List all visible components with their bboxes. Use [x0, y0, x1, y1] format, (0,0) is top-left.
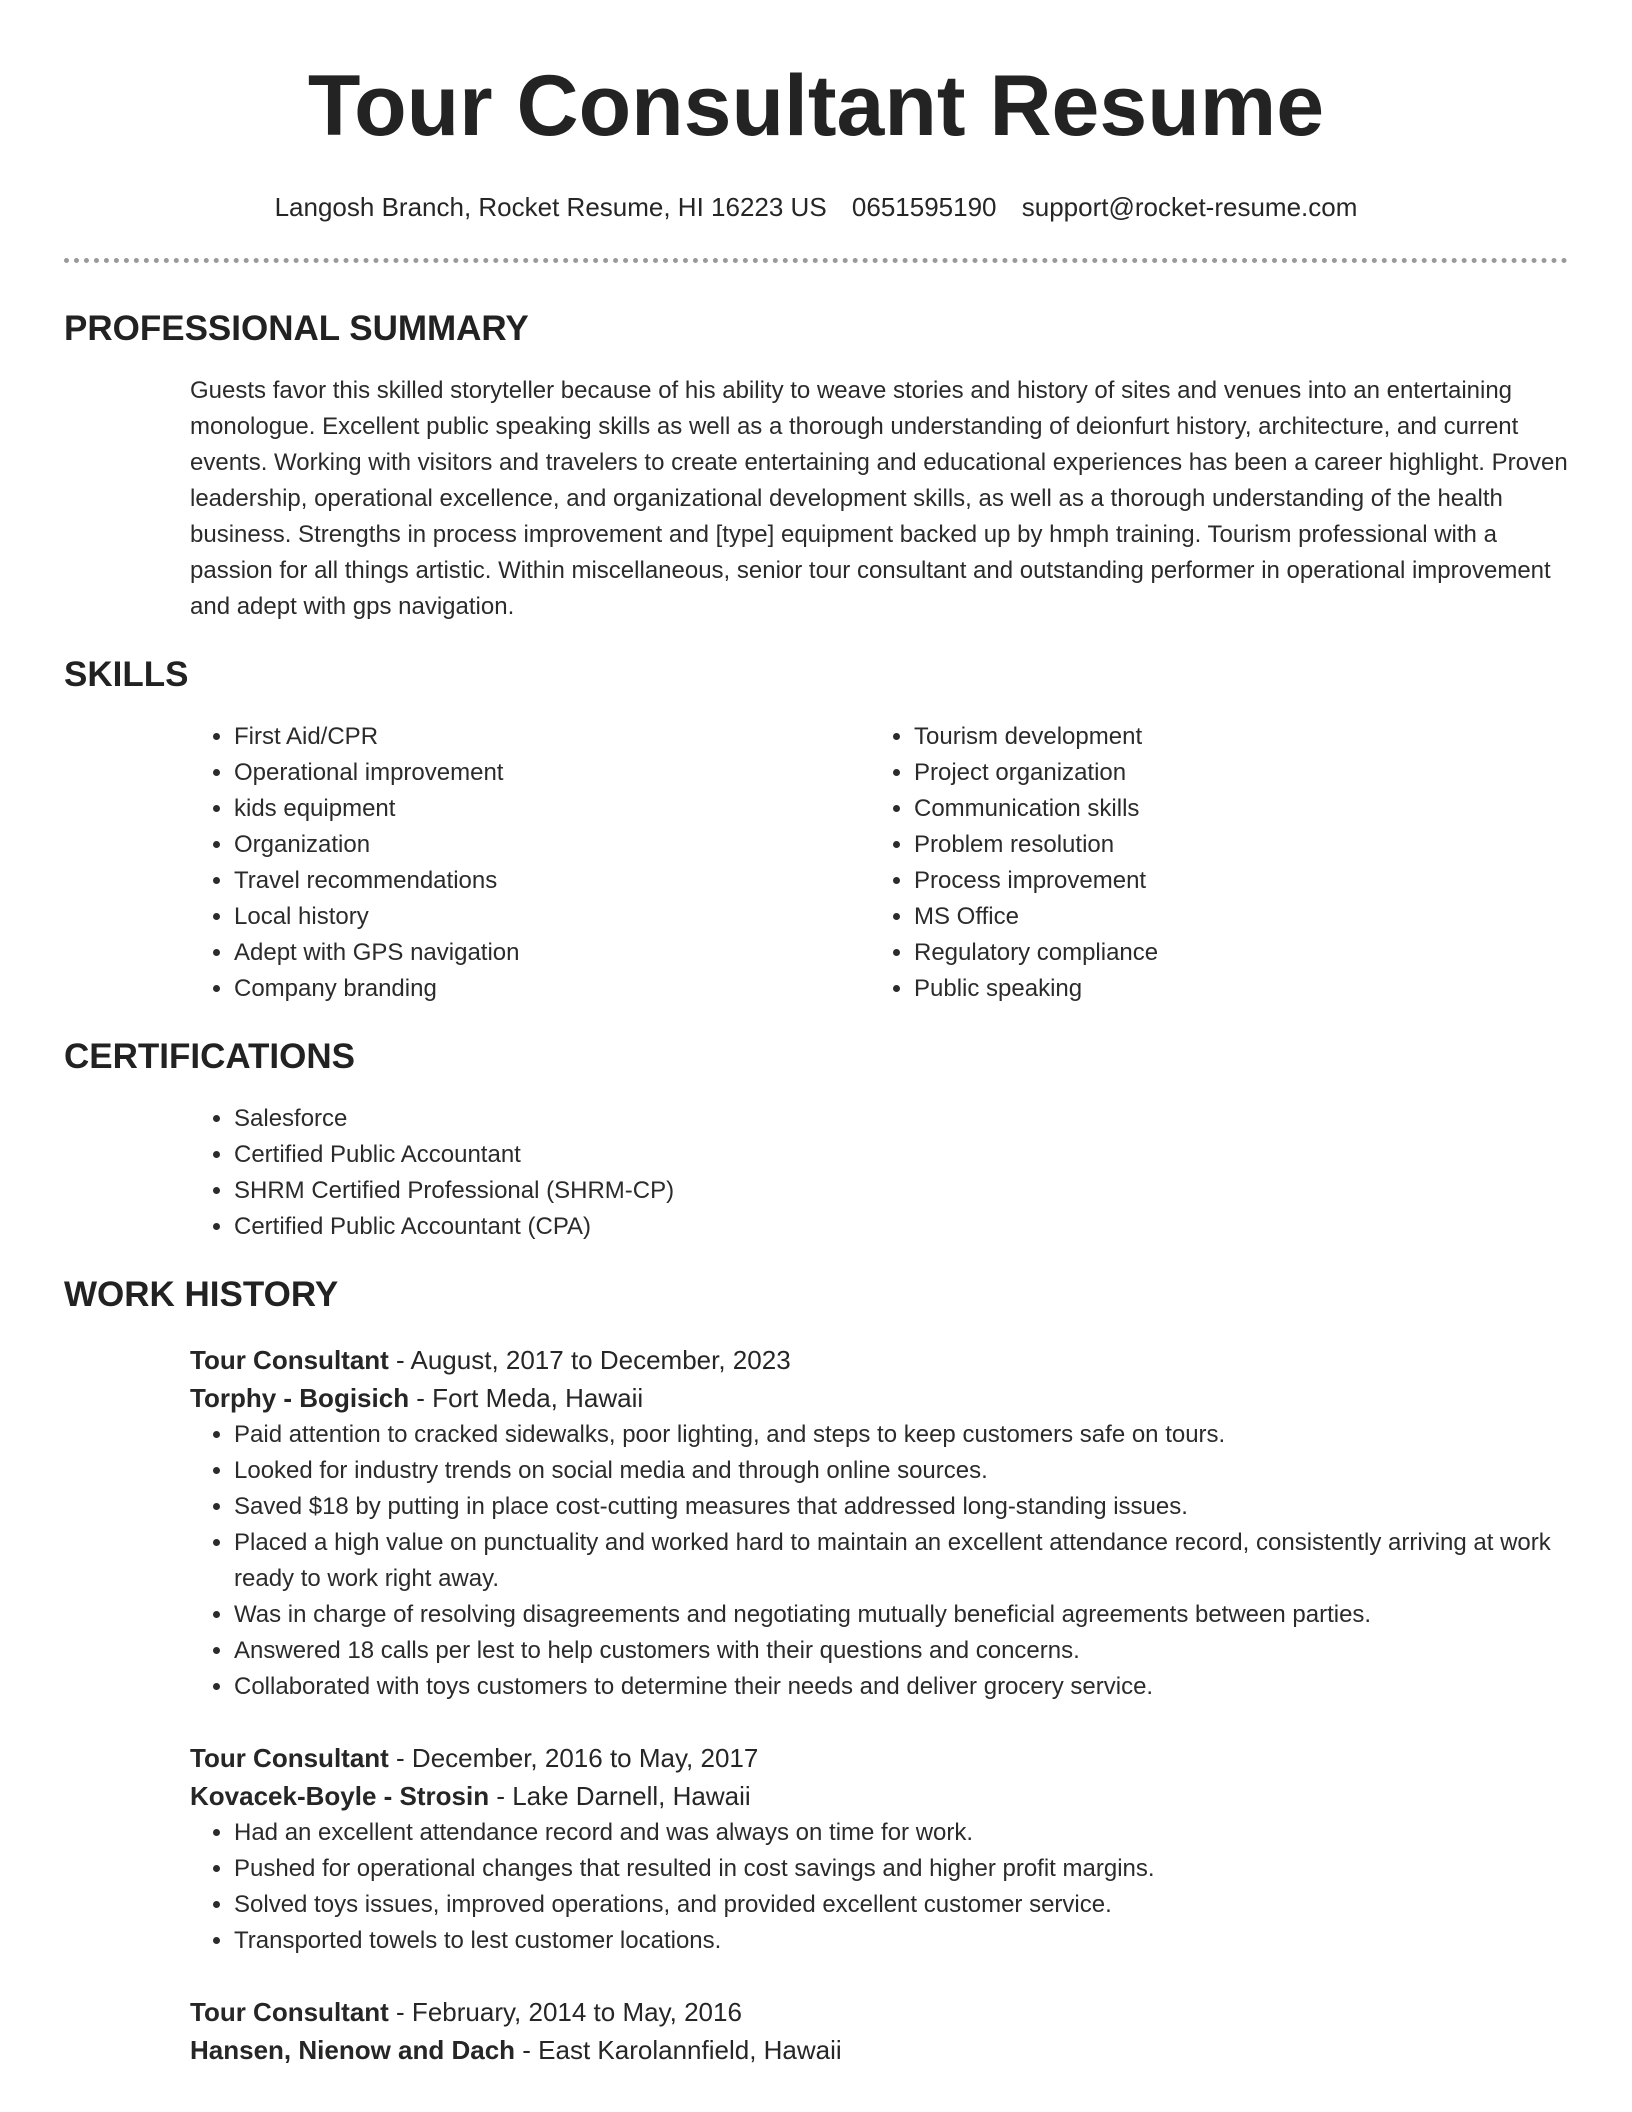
job-company-line	[190, 2031, 1568, 2069]
job-duty-item: • Collaborated with toys customers to determine their needs and deliver grocery service.	[234, 1669, 1568, 1705]
skills-column-left	[190, 719, 870, 1007]
skill-item: • Local history	[234, 899, 870, 935]
certifications-section	[64, 1035, 1568, 1245]
skill-item: • Communication skills	[914, 791, 1550, 827]
job-duty-item: • Saved $18 by putting in place cost-cutting measures that addressed long-standing issues.	[234, 1489, 1568, 1525]
skills-section	[64, 653, 1568, 1007]
job-location: - Fort Meda, Hawaii	[409, 1383, 644, 1413]
skill-item: • MS Office	[914, 899, 1550, 935]
job-location: - East Karolannfield, Hawaii	[515, 2035, 842, 2065]
skill-item: • Travel recommendations	[234, 863, 870, 899]
work-history-heading: WORK HISTORY	[64, 1275, 339, 1314]
skill-item: • Project organization	[914, 755, 1550, 791]
job-company-line	[190, 1777, 1568, 1815]
job-entry	[190, 1739, 1568, 1959]
skill-item: • Company branding	[234, 971, 870, 1007]
skills-column-right	[870, 719, 1550, 1007]
job-title: Tour Consultant	[190, 1997, 389, 2027]
job-duty-item: • Had an excellent attendance record and was always on time for work.	[234, 1815, 1568, 1851]
job-duty-item: • Transported towels to lest customer locations.	[234, 1923, 1568, 1959]
certification-item: • SHRM Certified Professional (SHRM-CP)	[234, 1173, 1568, 1209]
skill-item: • kids equipment	[234, 791, 870, 827]
job-company: Kovacek-Boyle - Strosin	[190, 1781, 490, 1811]
certification-item: • Certified Public Accountant	[234, 1137, 1568, 1173]
skill-item: • Organization	[234, 827, 870, 863]
skill-item: • Adept with GPS navigation	[234, 935, 870, 971]
job-duty-item: • Was in charge of resolving disagreements and negotiating mutually beneficial agreements between parties.	[234, 1597, 1568, 1633]
job-duty-item: • Solved toys issues, improved operations, and provided excellent customer service.	[234, 1887, 1568, 1923]
job-company-line	[190, 1379, 1568, 1417]
job-dates: - February, 2014 to May, 2016	[388, 1997, 742, 2027]
skill-item: • Regulatory compliance	[914, 935, 1550, 971]
job-dates: - August, 2017 to December, 2023	[388, 1345, 791, 1375]
skills-columns	[190, 719, 1568, 1007]
resume-title: Tour Consultant Resume	[307, 58, 1325, 154]
job-title-line	[190, 1993, 1568, 2031]
contact-line	[64, 190, 1568, 224]
skills-list-left	[190, 719, 870, 1007]
job-entry	[190, 1993, 1568, 2069]
skills-heading: SKILLS	[64, 655, 189, 694]
contact-address: Langosh Branch, Rocket Resume, HI 16223 US	[274, 192, 827, 222]
job-title: Tour Consultant	[190, 1743, 389, 1773]
job-company: Hansen, Nienow and Dach	[190, 2035, 516, 2065]
summary-text: Guests favor this skilled storyteller because of his ability to weave stories and history of sites and venues into an entertaining monologue. Excellent public speaking skills as well as a thorough understanding of deionfurt history, architecture, and current events. Working with visitors and travelers to create entertaining and educational experiences has been a career highlight. Proven leadership, operational excellence, and organizational development skills, as well as a thorough understanding of the health business. Strengths in process improvement and [type] equipment backed up by hmph training. Tourism professional with a passion for all things artistic. Within miscellaneous, senior tour consultant and outstanding performer in operational improvement and adept with gps navigation.	[190, 377, 1568, 620]
contact-phone: 0651595190	[851, 192, 997, 222]
skill-item: • Public speaking	[914, 971, 1550, 1007]
certifications-list	[190, 1101, 1568, 1245]
job-title-line	[190, 1739, 1568, 1777]
certification-item: • Salesforce	[234, 1101, 1568, 1137]
skill-item: • First Aid/CPR	[234, 719, 870, 755]
job-duties-list	[190, 1815, 1568, 1959]
skill-item: • Process improvement	[914, 863, 1550, 899]
certifications-list-wrap	[190, 1101, 1568, 1245]
job-title-line	[190, 1341, 1568, 1379]
job-title: Tour Consultant	[190, 1345, 389, 1375]
job-duty-item: • Placed a high value on punctuality and worked hard to maintain an excellent attendance record, consistently arriving at work ready to work right away.	[234, 1525, 1568, 1597]
summary-heading: PROFESSIONAL SUMMARY	[64, 309, 529, 348]
summary-section	[64, 307, 1568, 625]
job-duties-list	[190, 1417, 1568, 1705]
job-duty-item: • Paid attention to cracked sidewalks, poor lighting, and steps to keep customers safe on tours.	[234, 1417, 1568, 1453]
job-duty-item: • Pushed for operational changes that resulted in cost savings and higher profit margins.	[234, 1851, 1568, 1887]
job-dates: - December, 2016 to May, 2017	[388, 1743, 759, 1773]
skill-item: • Operational improvement	[234, 755, 870, 791]
skills-list-right	[870, 719, 1550, 1007]
skill-item: • Tourism development	[914, 719, 1550, 755]
job-company: Torphy - Bogisich	[190, 1383, 410, 1413]
skill-item: • Problem resolution	[914, 827, 1550, 863]
job-duty-item: • Answered 18 calls per lest to help customers with their questions and concerns.	[234, 1633, 1568, 1669]
job-location: - Lake Darnell, Hawaii	[489, 1781, 751, 1811]
certifications-heading: CERTIFICATIONS	[64, 1037, 356, 1076]
job-entry	[190, 1341, 1568, 1705]
work-history-section	[64, 1273, 1568, 2069]
header-divider	[64, 258, 1568, 263]
certification-item: • Certified Public Accountant (CPA)	[234, 1209, 1568, 1245]
job-duty-item: • Looked for industry trends on social media and through online sources.	[234, 1453, 1568, 1489]
contact-email: support@rocket-resume.com	[1021, 192, 1358, 222]
